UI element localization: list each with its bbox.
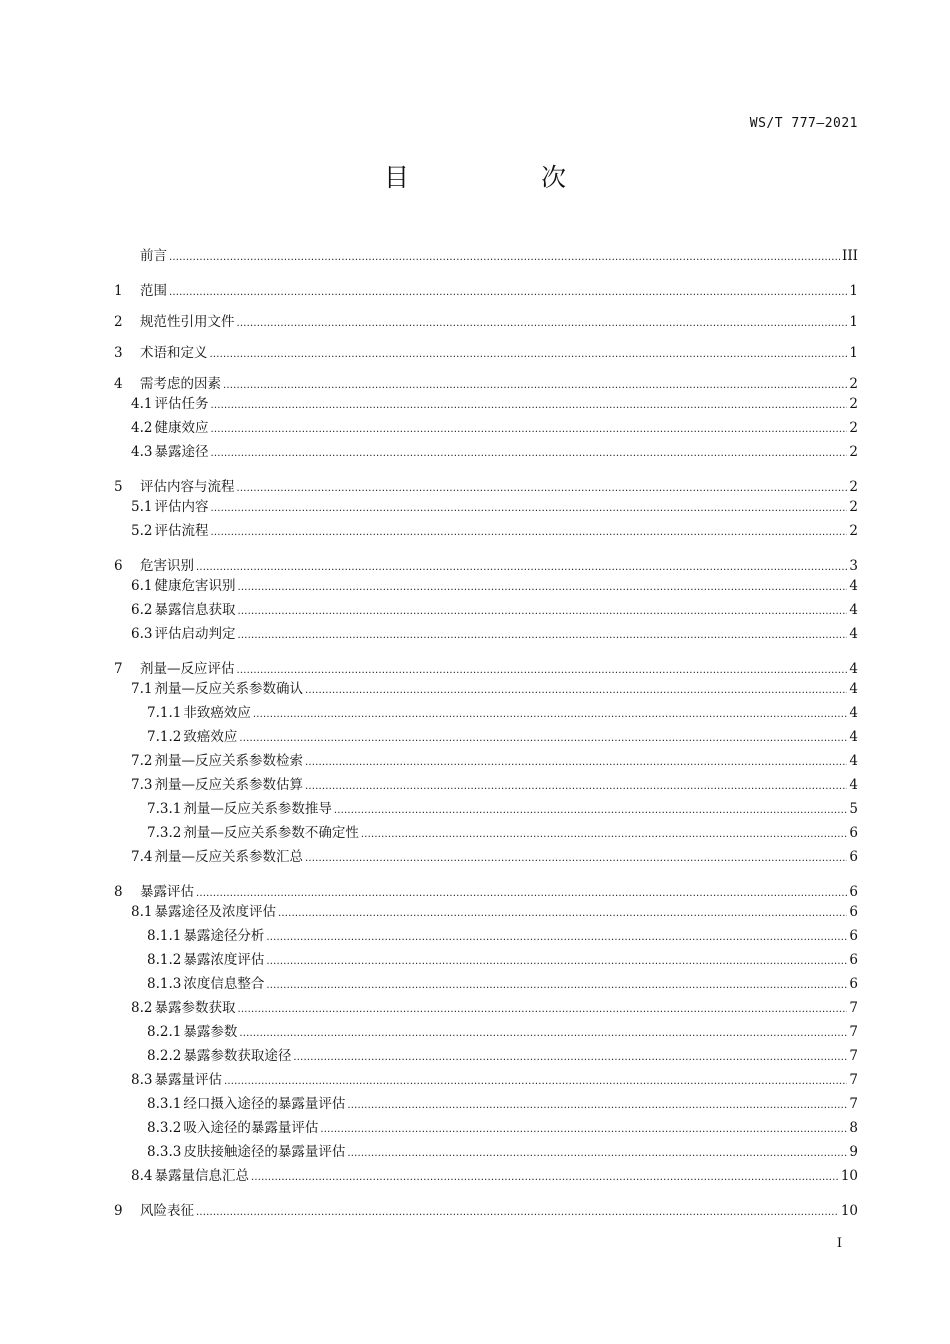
toc-entry-page: 2 [849, 444, 858, 460]
toc-entry-title: 范围 [140, 283, 167, 299]
toc-entry[interactable] [114, 749, 858, 773]
toc-entry-title: 风险表征 [140, 1203, 194, 1219]
toc-entry-page: 7 [849, 1072, 858, 1088]
toc-entry-number: 3 [114, 345, 123, 361]
toc-entry-page: 2 [849, 499, 858, 515]
toc-entry[interactable] [114, 1092, 858, 1116]
toc-entry-page: 2 [849, 479, 858, 495]
toc-entry[interactable] [114, 996, 858, 1020]
toc-entry-number: 8.1.2 [147, 952, 182, 968]
toc-entry[interactable] [114, 725, 858, 749]
toc-entry-page: 7 [849, 1024, 858, 1040]
toc-entry[interactable] [114, 646, 858, 677]
toc-entry-number: 7.1 [131, 681, 153, 697]
toc-entry[interactable] [114, 797, 858, 821]
dot-leader [253, 705, 848, 721]
toc-entry-title: 暴露途径分析 [183, 928, 265, 944]
toc-entry-page: 4 [849, 729, 858, 745]
toc-entry-title: 需考虑的因素 [140, 376, 221, 392]
toc-entry-number: 7.2 [131, 753, 153, 769]
toc-entry-number: 8.3.2 [147, 1120, 182, 1136]
toc-entry-page: 6 [849, 825, 858, 841]
toc-entry-title: 剂量—反应关系参数估算 [154, 777, 303, 793]
dot-leader [361, 825, 848, 841]
toc-entry-title: 剂量—反应关系参数汇总 [154, 849, 303, 865]
toc-entry[interactable] [114, 574, 858, 598]
toc-entry-title: 暴露评估 [140, 884, 194, 900]
toc-entry-page: 6 [849, 849, 858, 865]
toc-entry-page: 7 [849, 1000, 858, 1016]
dot-leader [210, 523, 847, 539]
toc-entry-number: 8.1 [131, 904, 153, 920]
toc-entry[interactable] [114, 821, 858, 845]
toc-entry-number: 4.3 [131, 444, 153, 460]
dot-leader [196, 884, 847, 900]
toc-entry-number: 7.3.2 [147, 825, 182, 841]
dot-leader [305, 849, 847, 865]
toc-entry-page: 3 [849, 558, 858, 574]
toc-entry-number: 8.3.1 [147, 1096, 182, 1112]
toc-entry-title: 剂量—反应关系参数不确定性 [183, 825, 359, 841]
toc-entry-title: 致癌效应 [183, 729, 238, 745]
toc-entry[interactable] [114, 845, 858, 869]
toc-entry-number: 8.2.2 [147, 1048, 182, 1064]
toc-entry-number: 7.3 [131, 777, 153, 793]
toc-entry-page: 4 [849, 661, 858, 677]
toc-entry[interactable] [114, 244, 858, 268]
toc-entry-number: 8.3.3 [147, 1144, 182, 1160]
toc-entry-page: 6 [849, 928, 858, 944]
toc-entry-page: 10 [840, 1168, 858, 1184]
dot-leader [237, 661, 848, 677]
toc-entry[interactable] [114, 392, 858, 416]
toc-entry-number: 8.4 [131, 1168, 153, 1184]
toc-entry-title: 评估内容与流程 [140, 479, 235, 495]
dot-leader [239, 1024, 847, 1040]
toc-entry-number: 8.1.1 [147, 928, 182, 944]
toc-entry-title: 暴露量评估 [154, 1072, 222, 1088]
dot-leader [237, 578, 847, 594]
toc-entry-number: 7.3.1 [147, 801, 182, 817]
toc-entry[interactable] [114, 1020, 858, 1044]
toc-entry[interactable] [114, 1116, 858, 1140]
dot-leader [293, 1048, 847, 1064]
dot-leader [347, 1144, 847, 1160]
toc-entry-number: 6.2 [131, 602, 153, 618]
dot-leader [169, 248, 840, 264]
toc-entry-page: 7 [849, 1096, 858, 1112]
toc-entry-page: 4 [849, 753, 858, 769]
toc-entry-title: 健康效应 [154, 420, 209, 436]
toc-entry-title: 前言 [140, 248, 167, 264]
toc-entry-number: 4.1 [131, 396, 153, 412]
toc-entry[interactable] [114, 869, 858, 900]
page-title: 目 次 [384, 163, 628, 192]
toc-entry-title: 评估任务 [154, 396, 209, 412]
toc-entry-page: 4 [849, 705, 858, 721]
toc-entry-number: 1 [114, 283, 123, 299]
toc-entry[interactable] [114, 1044, 858, 1068]
dot-leader [239, 729, 847, 745]
dot-leader [210, 499, 847, 515]
dot-leader [334, 801, 848, 817]
toc-entry-title: 剂量—反应关系参数推导 [183, 801, 332, 817]
dot-leader [169, 283, 847, 299]
toc-entry-number: 5.1 [131, 499, 153, 515]
toc-entry-title: 暴露途径及浓度评估 [154, 904, 276, 920]
toc-entry-title: 暴露途径 [154, 444, 209, 460]
toc-entry[interactable] [114, 361, 858, 392]
dot-leader [210, 345, 848, 361]
dot-leader [278, 904, 847, 920]
toc-entry-page: 4 [849, 578, 858, 594]
toc-entry[interactable] [114, 972, 858, 996]
standard-code: WS/T 777—2021 [749, 116, 858, 131]
toc-entry[interactable] [114, 1164, 858, 1188]
toc-entry[interactable] [114, 268, 858, 299]
toc-entry-title: 规范性引用文件 [140, 314, 235, 330]
dot-leader [266, 952, 847, 968]
toc-entry-number: 9 [114, 1203, 123, 1219]
toc-entry-title: 剂量—反应关系参数确认 [154, 681, 303, 697]
toc-entry-number: 7.1.2 [147, 729, 182, 745]
toc-entry-page: 4 [849, 681, 858, 697]
toc-entry[interactable] [114, 773, 858, 797]
toc-entry-page: III [842, 248, 858, 264]
toc-entry-page: 2 [849, 523, 858, 539]
toc-entry[interactable] [114, 701, 858, 725]
dot-leader [266, 928, 847, 944]
toc-entry-page: 6 [849, 884, 858, 900]
toc-entry-title: 健康危害识别 [154, 578, 236, 594]
toc-entry[interactable] [114, 519, 858, 543]
toc-entry[interactable] [114, 416, 858, 440]
toc-entry[interactable] [114, 464, 858, 495]
table-of-contents [114, 244, 858, 1219]
toc-entry-page: 8 [849, 1120, 858, 1136]
toc-entry-title: 暴露信息获取 [154, 602, 236, 618]
toc-entry-number: 8.3 [131, 1072, 153, 1088]
toc-entry-page: 2 [849, 376, 858, 392]
toc-entry[interactable] [114, 598, 858, 622]
dot-leader [237, 479, 848, 495]
toc-entry[interactable] [114, 948, 858, 972]
toc-entry-page: 4 [849, 602, 858, 618]
toc-entry-number: 8.2 [131, 1000, 153, 1016]
toc-entry-number: 8.2.1 [147, 1024, 182, 1040]
toc-entry-page: 7 [849, 1048, 858, 1064]
toc-entry-number: 6 [114, 558, 123, 574]
toc-entry-number: 4.2 [131, 420, 153, 436]
dot-leader [210, 396, 847, 412]
toc-entry-number: 4 [114, 376, 123, 392]
dot-leader [347, 1096, 847, 1112]
toc-entry[interactable] [114, 1140, 858, 1164]
dot-leader [210, 420, 847, 436]
toc-entry-page: 1 [849, 283, 858, 299]
dot-leader [224, 1072, 847, 1088]
toc-entry[interactable] [114, 1188, 858, 1219]
dot-leader [237, 314, 848, 330]
toc-entry-number: 7.1.1 [147, 705, 182, 721]
toc-entry[interactable] [114, 924, 858, 948]
toc-entry-page: 2 [849, 396, 858, 412]
toc-entry-number: 7.4 [131, 849, 153, 865]
dot-leader [237, 602, 847, 618]
toc-entry-page: 9 [849, 1144, 858, 1160]
toc-entry-title: 术语和定义 [140, 345, 208, 361]
dot-leader [305, 753, 847, 769]
toc-entry-title: 暴露参数 [183, 1024, 238, 1040]
toc-entry-title: 剂量—反应关系参数检索 [154, 753, 303, 769]
toc-entry[interactable] [114, 1068, 858, 1092]
toc-entry-page: 1 [849, 345, 858, 361]
dot-leader [210, 444, 847, 460]
toc-entry-title: 暴露量信息汇总 [154, 1168, 249, 1184]
toc-entry-page: 4 [849, 777, 858, 793]
toc-entry-title: 吸入途径的暴露量评估 [183, 1120, 319, 1136]
toc-entry-page: 6 [849, 952, 858, 968]
toc-entry-page: 6 [849, 976, 858, 992]
toc-entry[interactable] [114, 622, 858, 646]
toc-entry-number: 6.3 [131, 626, 153, 642]
dot-leader [223, 376, 847, 392]
toc-entry[interactable] [114, 330, 858, 361]
toc-entry[interactable] [114, 440, 858, 464]
dot-leader [196, 1203, 839, 1219]
toc-entry[interactable] [114, 543, 858, 574]
dot-leader [305, 777, 847, 793]
page-number: I [836, 1236, 842, 1251]
toc-entry-page: 5 [849, 801, 858, 817]
toc-entry-title: 浓度信息整合 [183, 976, 265, 992]
toc-entry[interactable] [114, 495, 858, 519]
toc-entry-number: 8 [114, 884, 123, 900]
toc-entry-number: 5 [114, 479, 123, 495]
dot-leader [196, 558, 847, 574]
toc-entry-page: 6 [849, 904, 858, 920]
toc-entry-title: 评估流程 [154, 523, 209, 539]
toc-entry-page: 4 [849, 626, 858, 642]
toc-entry-title: 评估内容 [154, 499, 209, 515]
toc-entry-number: 5.2 [131, 523, 153, 539]
toc-entry-title: 暴露参数获取 [154, 1000, 236, 1016]
toc-entry-page: 1 [849, 314, 858, 330]
toc-entry[interactable] [114, 900, 858, 924]
dot-leader [237, 1000, 847, 1016]
toc-entry-title: 暴露参数获取途径 [183, 1048, 292, 1064]
toc-entry-title: 暴露浓度评估 [183, 952, 265, 968]
toc-entry-number: 8.1.3 [147, 976, 182, 992]
toc-entry-title: 非致癌效应 [183, 705, 251, 721]
dot-leader [266, 976, 847, 992]
toc-entry-title: 评估启动判定 [154, 626, 236, 642]
toc-entry[interactable] [114, 677, 858, 701]
dot-leader [305, 681, 847, 697]
toc-entry-page: 10 [840, 1203, 858, 1219]
toc-entry-page: 2 [849, 420, 858, 436]
toc-entry-number: 7 [114, 661, 123, 677]
dot-leader [237, 626, 847, 642]
toc-entry-number: 6.1 [131, 578, 153, 594]
toc-entry-title: 危害识别 [140, 558, 194, 574]
toc-entry-number: 2 [114, 314, 123, 330]
dot-leader [320, 1120, 847, 1136]
toc-entry[interactable] [114, 299, 858, 330]
toc-entry-title: 皮肤接触途径的暴露量评估 [183, 1144, 346, 1160]
toc-entry-title: 剂量—反应评估 [140, 661, 235, 677]
dot-leader [251, 1168, 839, 1184]
toc-entry-title: 经口摄入途径的暴露量评估 [183, 1096, 346, 1112]
